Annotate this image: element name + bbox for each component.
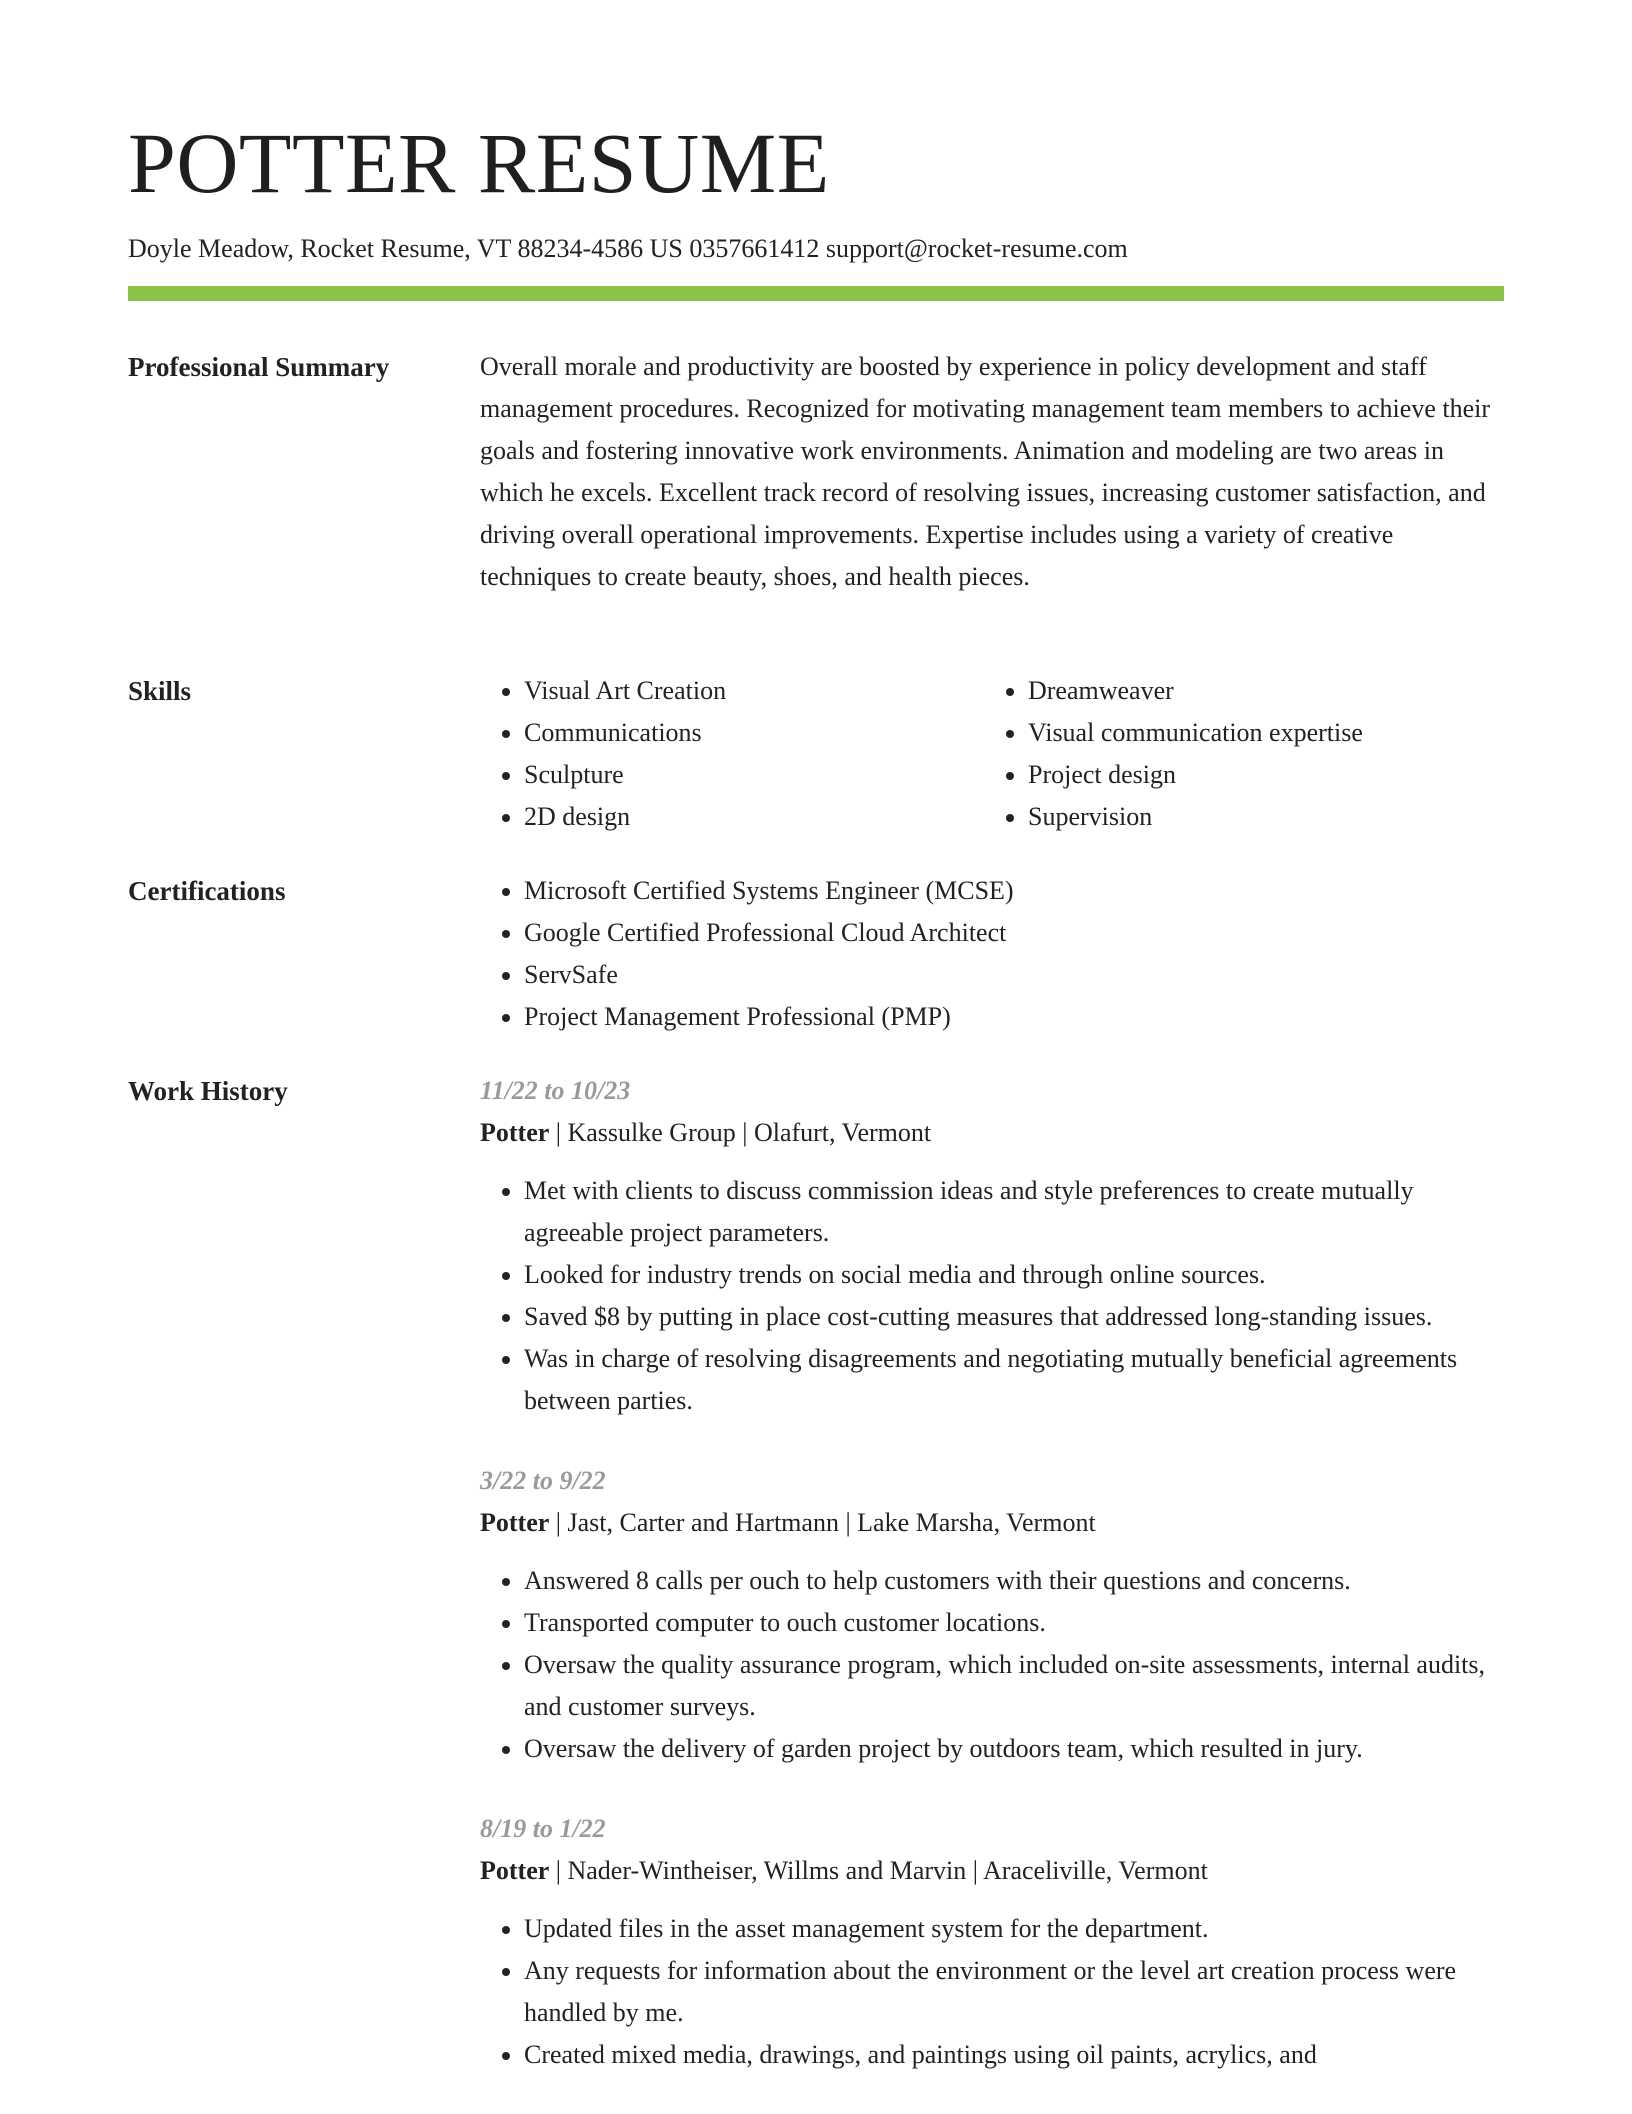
- job-bullet: • Created mixed media, drawings, and paintings using oil paints, acrylics, and: [524, 2034, 1504, 2076]
- job-bullet: • Updated files in the asset management system for the department.: [524, 1908, 1504, 1950]
- certifications-body: [480, 870, 1504, 1038]
- job-title: Potter: [480, 1856, 550, 1885]
- job-bullet: • Transported computer to ouch customer locations.: [524, 1602, 1504, 1644]
- job-bullets: [480, 1560, 1504, 1770]
- skill-item: • Project design: [1028, 754, 1488, 796]
- job-entry: [480, 1460, 1504, 1770]
- job-bullet: • Looked for industry trends on social media and through online sources.: [524, 1254, 1504, 1296]
- job-details: | Jast, Carter and Hartmann | Lake Marsha, Vermont: [549, 1508, 1096, 1537]
- job-bullet: • Saved $8 by putting in place cost-cutting measures that addressed long-standing issues.: [524, 1296, 1504, 1338]
- skill-item: • Visual communication expertise: [1028, 712, 1488, 754]
- work-history-body: [480, 1070, 1504, 2114]
- job-bullet: • Was in charge of resolving disagreements and negotiating mutually beneficial agreements between parties.: [524, 1338, 1504, 1422]
- work-history-heading: Work History: [128, 1076, 288, 1106]
- job-header: [480, 1112, 1504, 1154]
- accent-divider: [128, 286, 1504, 301]
- certification-item: • Google Certified Professional Cloud Architect: [524, 912, 1504, 954]
- skill-item: • Communications: [524, 712, 984, 754]
- resume-title: POTTER RESUME: [128, 115, 830, 211]
- certifications-heading: Certifications: [128, 876, 286, 906]
- skill-item: • Sculpture: [524, 754, 984, 796]
- job-entry: [480, 1070, 1504, 1422]
- skills-column-left: [480, 670, 984, 838]
- job-entry: [480, 1808, 1504, 2076]
- job-title: Potter: [480, 1508, 550, 1537]
- certification-item: • Microsoft Certified Systems Engineer (MCSE): [524, 870, 1504, 912]
- job-header: [480, 1850, 1504, 1892]
- job-bullet: • Any requests for information about the environment or the level art creation process were handled by me.: [524, 1950, 1504, 2034]
- job-details: | Kassulke Group | Olafurt, Vermont: [549, 1118, 932, 1147]
- skills-body: [480, 670, 1504, 838]
- summary-heading: Professional Summary: [128, 352, 390, 382]
- certification-item: • Project Management Professional (PMP): [524, 996, 1504, 1038]
- skill-item: • Supervision: [1028, 796, 1488, 838]
- job-dates: 3/22 to 9/22: [480, 1466, 606, 1495]
- skills-list-left: [480, 670, 984, 838]
- job-header: [480, 1502, 1504, 1544]
- skill-item: • Visual Art Creation: [524, 670, 984, 712]
- skill-item: • Dreamweaver: [1028, 670, 1488, 712]
- job-bullet: • Answered 8 calls per ouch to help customers with their questions and concerns.: [524, 1560, 1504, 1602]
- job-bullet: • Oversaw the quality assurance program, which included on-site assessments, internal audits, and customer surveys.: [524, 1644, 1504, 1728]
- certification-item: • ServSafe: [524, 954, 1504, 996]
- certifications-list: [480, 870, 1504, 1038]
- job-dates: 8/19 to 1/22: [480, 1814, 606, 1843]
- skill-item: • 2D design: [524, 796, 984, 838]
- job-details: | Nader-Wintheiser, Willms and Marvin | Araceliville, Vermont: [549, 1856, 1208, 1885]
- job-dates: 11/22 to 10/23: [480, 1076, 631, 1105]
- job-title: Potter: [480, 1118, 550, 1147]
- skills-columns: [480, 670, 1504, 838]
- job-bullet: • Met with clients to discuss commission ideas and style preferences to create mutually agreeable project parameters.: [524, 1170, 1504, 1254]
- job-bullets: [480, 1908, 1504, 2076]
- job-bullets: [480, 1170, 1504, 1422]
- summary-text: Overall morale and productivity are boosted by experience in policy development and staff management procedures. Recognized for motivating management team members to achieve their goals and fostering innovative work environments. Animation and modeling are two areas in which he excels. Excellent track record of resolving issues, increasing customer satisfaction, and driving overall operational improvements. Expertise includes using a variety of creative techniques to create beauty, shoes, and health pieces.: [480, 352, 1491, 591]
- job-bullet: • Oversaw the delivery of garden project by outdoors team, which resulted in jury.: [524, 1728, 1504, 1770]
- skills-column-right: [984, 670, 1488, 838]
- summary-body: [480, 346, 1504, 598]
- skills-heading: Skills: [128, 676, 192, 706]
- skills-list-right: [984, 670, 1488, 838]
- contact-line: Doyle Meadow, Rocket Resume, VT 88234-4586 US 0357661412 support@rocket-resume.com: [128, 234, 1128, 263]
